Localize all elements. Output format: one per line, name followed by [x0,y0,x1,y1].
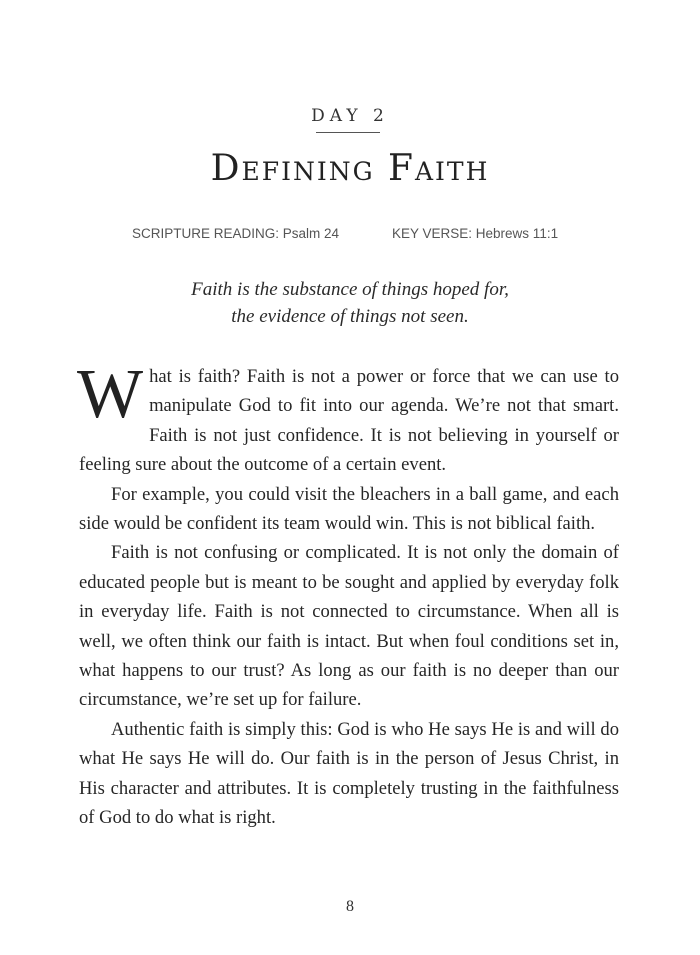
key-verse-quote [0,276,700,330]
drop-cap: W [77,356,144,433]
scripture-reading: SCRIPTURE READING: Psalm 24 [132,226,340,241]
paragraph-1-text: hat is faith? Faith is not a power or force that we can use to manipulate God to fit into our agenda. We’re not that smart. Faith is not just confidence. It is not believing in yourself or feeling sure about the outcome of a certain event. [79,366,619,476]
paragraph-2: For example, you could visit the bleachers in a ball game, and each side would be confident its team would win. This is not biblical faith. [79,483,619,535]
key-verse: KEY VERSE: Hebrews 11:1 [392,226,559,241]
page-number: 8 [346,898,354,915]
paragraph-4: Authentic faith is simply this: God is who He says He is and will do what He says He will do. Our faith is in the person of Jesus Christ, in His character and attributes. It is completely trusting in the faithfulness of God to do what is right. [79,718,619,829]
body-text [77,356,619,833]
paragraph-1 [77,356,619,480]
day-underline [316,132,380,133]
quote-line-1: Faith is the substance of things hoped for, [191,279,509,300]
paragraph-3: Faith is not confusing or complicated. It is not only the domain of educated people but is meant to be sought and applied by everyday folk in everyday life. Faith is not connected to circumstance. When all is well, we often think our faith is intact. But when foul conditions set in, what happens to our trust? As long as our faith is no deeper than our circumstance, we’re set up for failure. [79,542,619,711]
chapter-title: Defining Faith [210,148,490,189]
quote-line-2: the evidence of things not seen. [231,306,469,327]
day-label: DAY 2 [311,106,389,126]
